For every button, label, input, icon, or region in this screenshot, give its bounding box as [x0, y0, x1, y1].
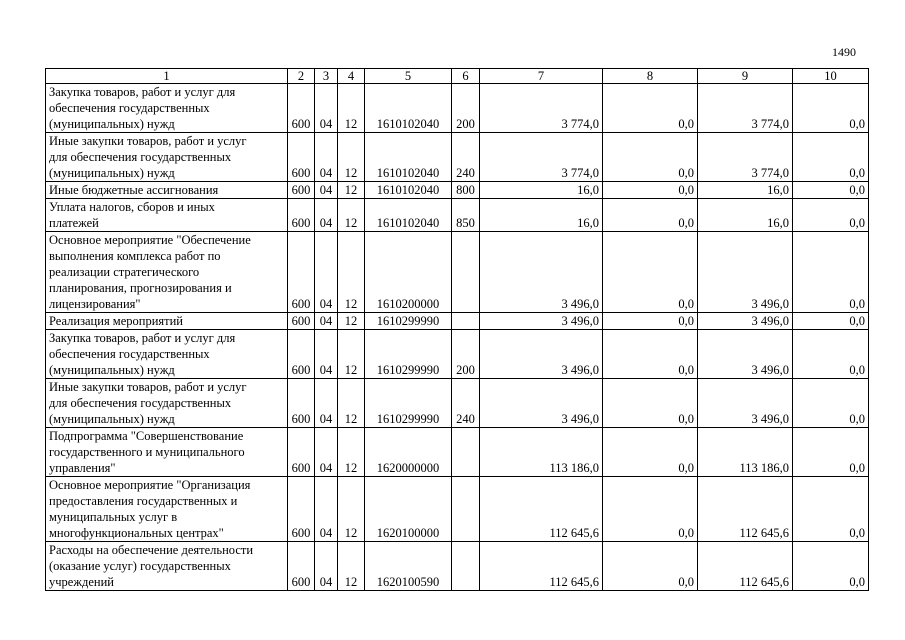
target-article-cell: 1610102040 — [365, 199, 452, 232]
column-header: 4 — [338, 69, 365, 84]
target-article-cell: 1610299990 — [365, 330, 452, 379]
expense-type-cell: 200 — [452, 84, 480, 133]
section-code-cell: 04 — [315, 428, 338, 477]
amount-col8-cell: 0,0 — [603, 232, 698, 313]
target-article-cell: 1610102040 — [365, 133, 452, 182]
expense-type-cell — [452, 477, 480, 542]
amount-col8-cell: 0,0 — [603, 428, 698, 477]
column-header: 10 — [793, 69, 869, 84]
row-name-cell: Реализация мероприятий — [46, 313, 288, 330]
amount-col10-cell: 0,0 — [793, 330, 869, 379]
column-header: 3 — [315, 69, 338, 84]
ministry-code-cell: 600 — [288, 379, 315, 428]
expense-type-cell: 800 — [452, 182, 480, 199]
amount-col7-cell: 3 774,0 — [480, 84, 603, 133]
amount-col7-cell: 112 645,6 — [480, 542, 603, 591]
target-article-cell: 1620100590 — [365, 542, 452, 591]
table-row — [46, 182, 869, 199]
expense-type-cell — [452, 313, 480, 330]
amount-col10-cell: 0,0 — [793, 133, 869, 182]
amount-col10-cell: 0,0 — [793, 477, 869, 542]
budget-table — [45, 68, 869, 591]
table-row — [46, 379, 869, 428]
amount-col10-cell: 0,0 — [793, 199, 869, 232]
amount-col10-cell: 0,0 — [793, 182, 869, 199]
expense-type-cell: 240 — [452, 379, 480, 428]
row-name-cell: Уплата налогов, сборов и иных платежей — [46, 199, 288, 232]
row-name-cell: Расходы на обеспечение деятельности (оказание услуг) государственных учреждений — [46, 542, 288, 591]
amount-col10-cell: 0,0 — [793, 232, 869, 313]
subsection-code-cell: 12 — [338, 477, 365, 542]
amount-col9-cell: 16,0 — [698, 199, 793, 232]
section-code-cell: 04 — [315, 542, 338, 591]
section-code-cell: 04 — [315, 133, 338, 182]
table-row — [46, 313, 869, 330]
amount-col7-cell: 3 496,0 — [480, 313, 603, 330]
ministry-code-cell: 600 — [288, 313, 315, 330]
subsection-code-cell: 12 — [338, 232, 365, 313]
amount-col9-cell: 16,0 — [698, 182, 793, 199]
amount-col8-cell: 0,0 — [603, 313, 698, 330]
section-code-cell: 04 — [315, 182, 338, 199]
amount-col7-cell: 113 186,0 — [480, 428, 603, 477]
ministry-code-cell: 600 — [288, 182, 315, 199]
row-name-cell: Закупка товаров, работ и услуг для обеспечения государственных (муниципальных) нужд — [46, 84, 288, 133]
amount-col7-cell: 16,0 — [480, 199, 603, 232]
amount-col8-cell: 0,0 — [603, 182, 698, 199]
expense-type-cell — [452, 428, 480, 477]
target-article-cell: 1610299990 — [365, 313, 452, 330]
expense-type-cell: 200 — [452, 330, 480, 379]
subsection-code-cell: 12 — [338, 330, 365, 379]
amount-col10-cell: 0,0 — [793, 313, 869, 330]
expense-type-cell — [452, 232, 480, 313]
target-article-cell: 1620000000 — [365, 428, 452, 477]
section-code-cell: 04 — [315, 232, 338, 313]
amount-col9-cell: 3 774,0 — [698, 133, 793, 182]
amount-col10-cell: 0,0 — [793, 84, 869, 133]
amount-col7-cell: 16,0 — [480, 182, 603, 199]
subsection-code-cell: 12 — [338, 199, 365, 232]
ministry-code-cell: 600 — [288, 542, 315, 591]
amount-col8-cell: 0,0 — [603, 84, 698, 133]
amount-col8-cell: 0,0 — [603, 133, 698, 182]
amount-col7-cell: 3 496,0 — [480, 232, 603, 313]
column-header: 9 — [698, 69, 793, 84]
amount-col9-cell: 112 645,6 — [698, 542, 793, 591]
amount-col8-cell: 0,0 — [603, 330, 698, 379]
amount-col9-cell: 3 496,0 — [698, 232, 793, 313]
amount-col7-cell: 3 496,0 — [480, 379, 603, 428]
ministry-code-cell: 600 — [288, 232, 315, 313]
amount-col8-cell: 0,0 — [603, 542, 698, 591]
page-number: 1490 — [832, 45, 856, 59]
subsection-code-cell: 12 — [338, 182, 365, 199]
table-row — [46, 199, 869, 232]
subsection-code-cell: 12 — [338, 84, 365, 133]
row-name-cell: Иные бюджетные ассигнования — [46, 182, 288, 199]
amount-col8-cell: 0,0 — [603, 477, 698, 542]
row-name-cell: Закупка товаров, работ и услуг для обеспечения государственных (муниципальных) нужд — [46, 330, 288, 379]
amount-col8-cell: 0,0 — [603, 199, 698, 232]
column-header: 5 — [365, 69, 452, 84]
expense-type-cell: 240 — [452, 133, 480, 182]
amount-col9-cell: 113 186,0 — [698, 428, 793, 477]
ministry-code-cell: 600 — [288, 133, 315, 182]
table-row — [46, 542, 869, 591]
row-name-cell: Иные закупки товаров, работ и услуг для обеспечения государственных (муниципальных) нужд — [46, 379, 288, 428]
expense-type-cell: 850 — [452, 199, 480, 232]
column-header: 1 — [46, 69, 288, 84]
section-code-cell: 04 — [315, 313, 338, 330]
target-article-cell: 1610200000 — [365, 232, 452, 313]
row-name-cell: Подпрограмма "Совершенствование государственного и муниципального управления" — [46, 428, 288, 477]
amount-col7-cell: 3 774,0 — [480, 133, 603, 182]
row-name-cell: Основное мероприятие "Организация предоставления государственных и муниципальных услуг в многофункциональных центрах" — [46, 477, 288, 542]
table-row — [46, 428, 869, 477]
section-code-cell: 04 — [315, 330, 338, 379]
section-code-cell: 04 — [315, 199, 338, 232]
ministry-code-cell: 600 — [288, 428, 315, 477]
table-row — [46, 133, 869, 182]
section-code-cell: 04 — [315, 84, 338, 133]
amount-col7-cell: 3 496,0 — [480, 330, 603, 379]
target-article-cell: 1610299990 — [365, 379, 452, 428]
table-row — [46, 232, 869, 313]
amount-col7-cell: 112 645,6 — [480, 477, 603, 542]
amount-col10-cell: 0,0 — [793, 428, 869, 477]
row-name-cell: Основное мероприятие "Обеспечение выполнения комплекса работ по реализации стратегического планирования, прогнозирования и лицензирования" — [46, 232, 288, 313]
target-article-cell: 1610102040 — [365, 84, 452, 133]
subsection-code-cell: 12 — [338, 542, 365, 591]
ministry-code-cell: 600 — [288, 84, 315, 133]
row-name-cell: Иные закупки товаров, работ и услуг для обеспечения государственных (муниципальных) нужд — [46, 133, 288, 182]
amount-col9-cell: 3 774,0 — [698, 84, 793, 133]
target-article-cell: 1610102040 — [365, 182, 452, 199]
table-row — [46, 330, 869, 379]
amount-col8-cell: 0,0 — [603, 379, 698, 428]
amount-col9-cell: 3 496,0 — [698, 379, 793, 428]
expense-type-cell — [452, 542, 480, 591]
amount-col10-cell: 0,0 — [793, 379, 869, 428]
section-code-cell: 04 — [315, 379, 338, 428]
amount-col10-cell: 0,0 — [793, 542, 869, 591]
subsection-code-cell: 12 — [338, 313, 365, 330]
ministry-code-cell: 600 — [288, 477, 315, 542]
table-row — [46, 84, 869, 133]
amount-col9-cell: 3 496,0 — [698, 330, 793, 379]
ministry-code-cell: 600 — [288, 199, 315, 232]
ministry-code-cell: 600 — [288, 330, 315, 379]
header-row — [46, 69, 869, 84]
column-header: 7 — [480, 69, 603, 84]
section-code-cell: 04 — [315, 477, 338, 542]
subsection-code-cell: 12 — [338, 428, 365, 477]
column-header: 6 — [452, 69, 480, 84]
table-row — [46, 477, 869, 542]
amount-col9-cell: 112 645,6 — [698, 477, 793, 542]
subsection-code-cell: 12 — [338, 379, 365, 428]
column-header: 8 — [603, 69, 698, 84]
subsection-code-cell: 12 — [338, 133, 365, 182]
target-article-cell: 1620100000 — [365, 477, 452, 542]
column-header: 2 — [288, 69, 315, 84]
amount-col9-cell: 3 496,0 — [698, 313, 793, 330]
